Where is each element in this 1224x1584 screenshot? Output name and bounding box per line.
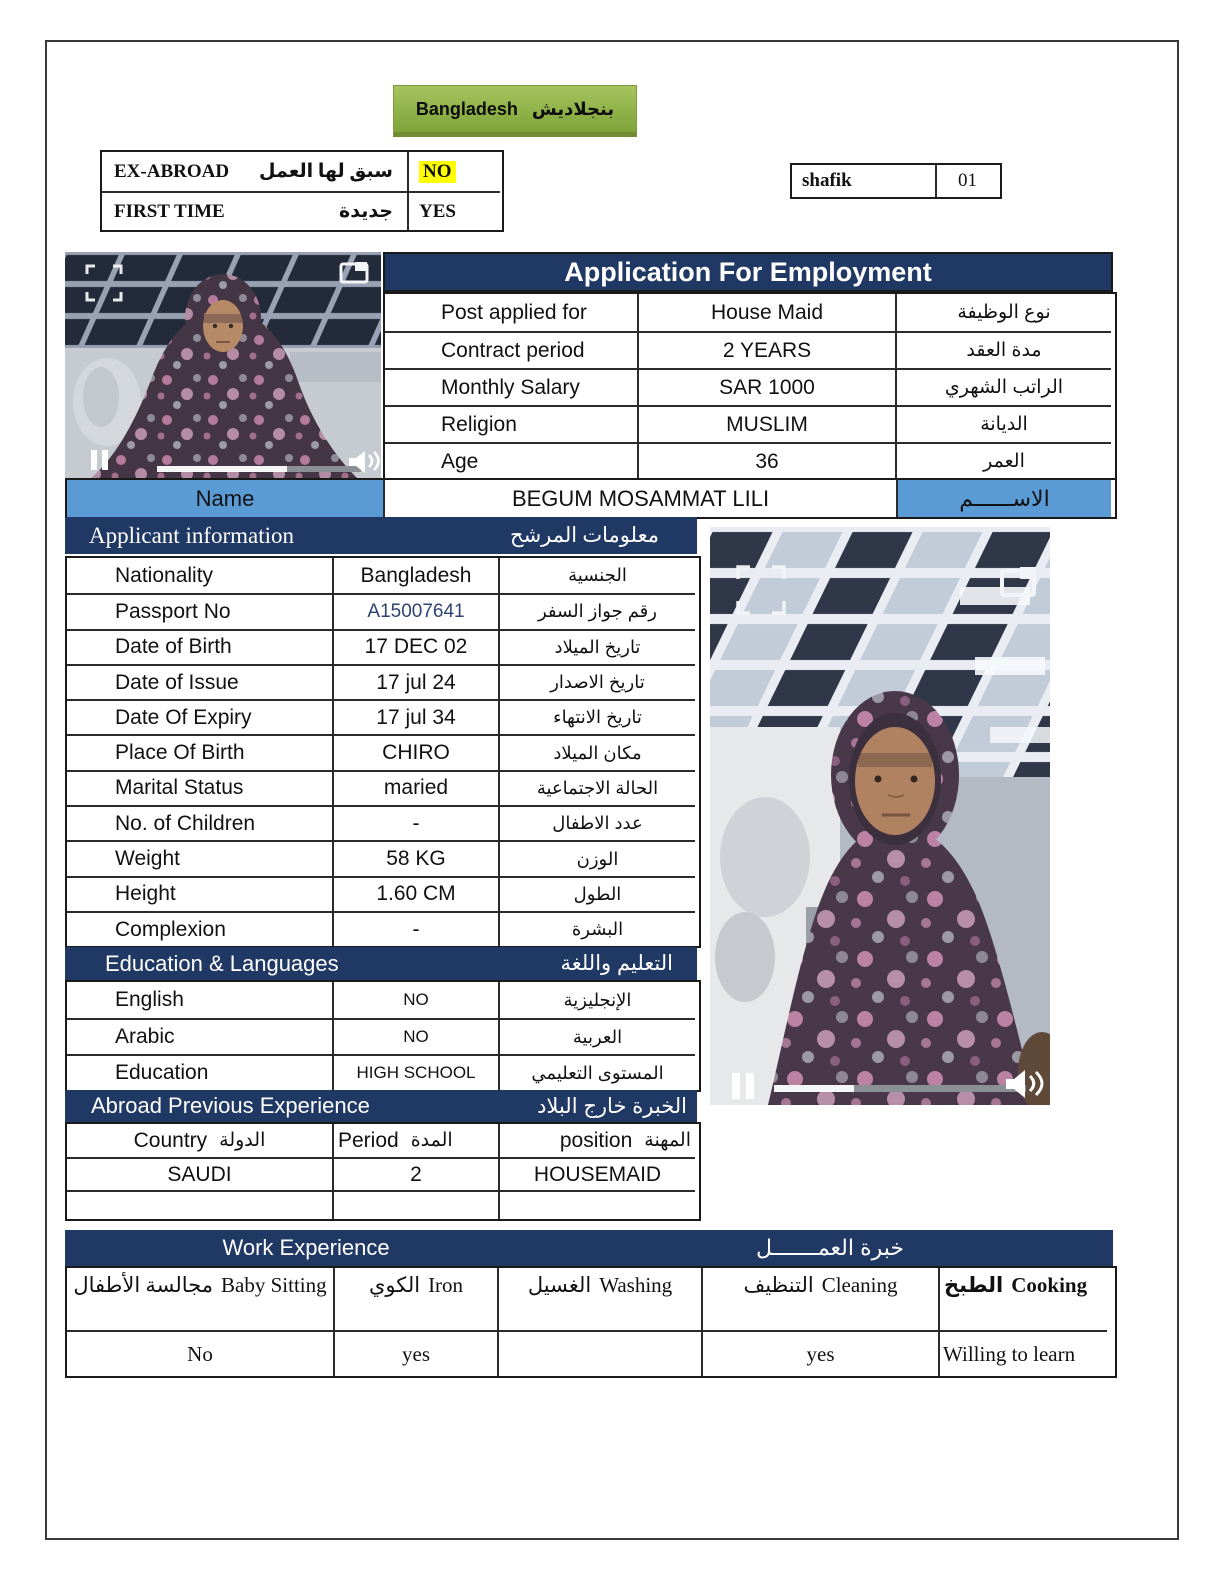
work-value-babysitting: No [67,1330,333,1376]
history-table [100,150,504,232]
app-row-arabic: نوع الوظيفة [895,294,1111,331]
applicant-photo-large-graphic [710,527,1050,1105]
work-value-cooking: Willing to learn [938,1330,1107,1376]
progress-bar-fill [157,466,287,472]
info-row-value: 17 DEC 02 [332,629,498,664]
app-row-value: 36 [637,442,895,479]
history-ex-abroad-value [407,152,500,191]
history-row-label [102,191,407,230]
info-row-value: 17 jul 34 [332,699,498,734]
work-value-washing [497,1330,701,1376]
history-ex-abroad-ar: سبق لها العمل [259,161,393,182]
abroad-col-period-ar: المدة [410,1130,453,1151]
app-row-arabic: مدة العقد [895,331,1111,368]
abroad-col-position-en: position [559,1128,633,1152]
agent-name: shafik [802,170,852,191]
work-col-cooking [938,1268,1107,1330]
work-col-cooking-en: Cooking [1011,1273,1088,1297]
app-row-label: Age [385,442,637,479]
abroad-experience-header [65,1090,697,1122]
progress-bar-fill [774,1085,854,1092]
education-title-en: Education & Languages [105,950,339,976]
info-row-value: - [332,805,498,840]
edu-row-value: NO [332,1018,498,1054]
info-row-arabic: تاريخ الميلاد [498,629,695,664]
info-row-value: Bangladesh [332,558,498,593]
work-col-iron-ar: الكوي [368,1273,421,1297]
highlighted-no: NO [419,161,456,183]
info-row-label: Height [67,876,332,911]
history-row-label [102,152,407,191]
application-title: Application For Employment [383,252,1113,292]
applicant-info-table [65,556,701,948]
info-row-arabic: الجنسية [498,558,695,593]
agent-table [790,163,1002,199]
edu-row-value: HIGH SCHOOL [332,1054,498,1090]
abroad-country-empty [67,1190,332,1219]
work-col-cooking-ar: الطبخ [944,1273,1004,1297]
info-row-arabic: عدد الاطفال [498,805,695,840]
info-row-label: Passport No [67,593,332,628]
applicant-info-title-ar: معلومات المرشح [510,523,659,547]
work-col-washing-ar: الغسيل [527,1273,592,1297]
education-table [65,980,701,1092]
applicant-photo-large [710,527,1050,1105]
abroad-col-period [332,1124,498,1157]
edu-row-arabic: الإنجليزية [498,982,695,1018]
abroad-country-value: SAUDI [67,1157,332,1190]
applicant-photo-small [65,252,381,478]
info-row-label: Marital Status [67,770,332,805]
work-col-iron [333,1268,497,1330]
abroad-col-country [67,1124,332,1157]
work-experience-table [65,1266,1117,1378]
app-row-value: 2 YEARS [637,331,895,368]
info-row-arabic: تاريخ الانتهاء [498,699,695,734]
abroad-col-country-ar: الدولة [219,1130,266,1151]
edu-row-label: Arabic [67,1018,332,1054]
app-row-arabic: الديانة [895,405,1111,442]
abroad-position-empty [498,1190,695,1219]
abroad-col-position-ar: المهنة [644,1130,691,1151]
edu-row-value: NO [332,982,498,1018]
edu-row-arabic: المستوى التعليمي [498,1054,695,1090]
work-col-babysitting-ar: مجالسة الأطفال [73,1273,214,1297]
name-label-arabic: الاســــــم [896,480,1111,517]
history-ex-abroad-en: EX-ABROAD [114,160,230,182]
history-first-time-ar: جديدة [339,201,393,222]
info-row-label: Place Of Birth [67,734,332,769]
info-row-label: No. of Children [67,805,332,840]
info-row-arabic: الطول [498,876,695,911]
abroad-title-en: Abroad Previous Experience [91,1093,370,1118]
info-row-value: 58 KG [332,840,498,875]
abroad-title-ar: الخبرة خارج البلاد [537,1094,687,1118]
education-header [65,947,697,980]
app-row-label: Monthly Salary [385,368,637,405]
app-row-value: SAR 1000 [637,368,895,405]
education-title-ar: التعليم واللغة [560,952,673,975]
app-row-label: Religion [385,405,637,442]
work-col-cleaning-ar: التنظيف [743,1273,814,1297]
info-row-label: Date Of Expiry [67,699,332,734]
work-col-washing [497,1268,701,1330]
name-row [65,478,1117,519]
country-banner-en: Bangladesh [415,98,518,119]
agent-code: 01 [935,165,998,197]
edu-row-label: Education [67,1054,332,1090]
abroad-period-empty [332,1190,498,1219]
app-row-arabic: الراتب الشهري [895,368,1111,405]
info-row-value: CHIRO [332,734,498,769]
info-row-value: maried [332,770,498,805]
abroad-col-period-en: Period [338,1128,399,1152]
app-row-value: House Maid [637,294,895,331]
name-label: Name [67,480,383,517]
applicant-info-title-en: Applicant information [89,522,295,548]
work-col-iron-en: Iron [428,1273,464,1297]
abroad-col-country-en: Country [133,1128,208,1152]
info-row-arabic: الحالة الاجتماعية [498,770,695,805]
country-banner [393,85,637,137]
applicant-info-header [65,517,697,554]
info-row-label: Date of Birth [67,629,332,664]
info-row-value: - [332,911,498,946]
abroad-experience-table [65,1122,701,1221]
work-experience-header [65,1230,1113,1266]
application-table [383,292,1117,481]
abroad-period-value: 2 [332,1157,498,1190]
info-row-label: Complexion [67,911,332,946]
applicant-full-name: BEGUM MOSAMMAT LILI [383,480,896,517]
abroad-position-value: HOUSEMAID [498,1157,695,1190]
edu-row-label: English [115,988,184,1011]
info-row-arabic: تاريخ الاصدار [498,664,695,699]
abroad-col-position [498,1124,695,1157]
app-row-label: Contract period [385,331,637,368]
info-row-label: Weight [67,840,332,875]
edu-row-arabic: العربية [498,1018,695,1054]
work-col-cleaning [701,1268,938,1330]
work-value-iron: yes [333,1330,497,1376]
applicant-photo-small-graphic [65,252,381,478]
country-banner-ar: بنجلاديش [531,98,615,119]
work-col-cleaning-en: Cleaning [821,1273,898,1297]
info-row-arabic: مكان الميلاد [498,734,695,769]
info-row-label: Date of Issue [67,664,332,699]
info-row-label: Nationality [115,563,214,587]
history-first-time-value: YES [407,191,500,230]
app-row-label: Post applied for [441,300,587,324]
work-col-washing-en: Washing [599,1273,673,1297]
passport-number: A15007641 [332,593,498,628]
info-row-arabic: البشرة [498,911,695,946]
work-col-babysitting-en: Baby Sitting [221,1273,327,1297]
info-row-arabic: الوزن [498,840,695,875]
history-first-time-en: FIRST TIME [114,200,225,222]
work-col-babysitting [67,1268,333,1330]
work-title-en: Work Experience [222,1235,390,1260]
app-row-arabic: العمر [895,442,1111,479]
app-row-value: MUSLIM [637,405,895,442]
work-value-cleaning: yes [701,1330,938,1376]
info-row-value: 1.60 CM [332,876,498,911]
work-title-ar: خبرة العمـــــــل [756,1235,904,1260]
info-row-value: 17 jul 24 [332,664,498,699]
info-row-arabic: رقم جواز السفر [498,593,695,628]
